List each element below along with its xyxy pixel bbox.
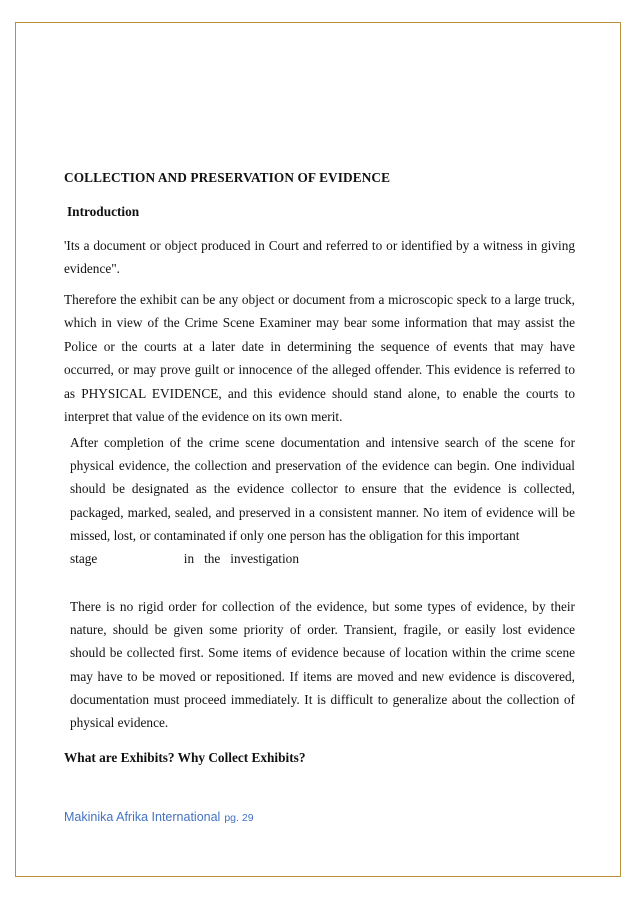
section-exhibits-heading: What are Exhibits? Why Collect Exhibits? <box>64 750 306 765</box>
section-introduction-heading: Introduction <box>67 204 140 219</box>
paragraph-definition: 'Its a document or object produced in Court and referred to or identified by a witness in giving evidence". <box>64 238 575 277</box>
document-title: COLLECTION AND PRESERVATION OF EVIDENCE <box>64 170 391 185</box>
paragraph-collection-order: There is no rigid order for collection of the evidence, but some types of evidence, by their nature, should be given some priority of order. Transient, fragile, or easily lost evidence should be collected first. Some items of evidence because of location within the crime scene may have to be moved or repositioned. If items are moved and new evidence is discovered, documentation must proceed immediately. It is difficult to generalize about the collection of physical evidence. <box>70 599 575 731</box>
paragraph-collection-procedure <box>70 431 575 570</box>
paragraph-collection-procedure-last-line: stage in the investigation <box>70 551 299 567</box>
footer-page-number: pg. 29 <box>224 812 254 824</box>
paragraph-exhibit-description: Therefore the exhibit can be any object or document from a microscopic speck to a large truck, which in view of the Crime Scene Examiner may bear some information that may assist the Police or the courts at a later date in determining the sequence of events that may have occurred, or may prove guilt or innocence of the alleged offender. This evidence is referred to as PHYSICAL EVIDENCE, and this evidence should stand alone, to enable the courts to interpret that value of the evidence on its own merit. <box>64 292 575 425</box>
paragraph-collection-procedure-body: After completion of the crime scene documentation and intensive search of the scene for physical evidence, the collection and preservation of the evidence can begin. One individual should be designated as the evidence collector to ensure that the evidence is collected, packaged, marked, sealed, and preserved in a consistent manner. No item of evidence will be missed, lost, or contaminated if only one person has the obligation for this important <box>70 435 575 543</box>
page-footer <box>64 810 254 824</box>
footer-organization: Makinika Afrika International <box>64 810 221 824</box>
